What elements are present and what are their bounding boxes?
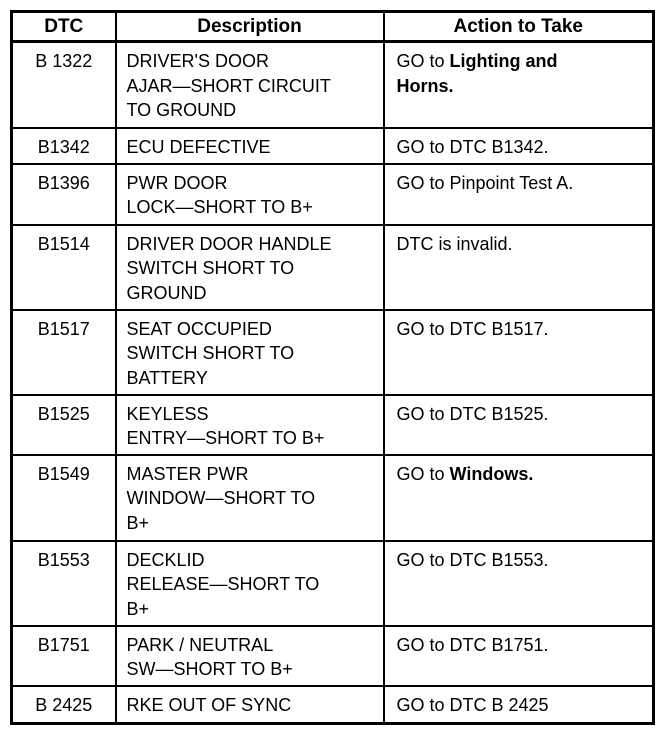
description-line: DRIVER DOOR HANDLE xyxy=(126,233,332,254)
description-line: MASTER PWR xyxy=(126,463,249,484)
description-line: RELEASE—SHORT TO xyxy=(126,574,320,594)
description-line: RKE OUT OF SYNC xyxy=(126,694,292,715)
dtc-action: GO to DTC B1751. xyxy=(384,626,654,686)
table-row xyxy=(12,395,654,455)
dtc-description xyxy=(116,128,384,164)
action-prefix: GO to xyxy=(396,51,450,71)
description-line: B+ xyxy=(126,512,150,533)
dtc-description xyxy=(116,395,384,455)
dtc-code: B1396 xyxy=(12,164,116,225)
header-row xyxy=(12,12,654,42)
dtc-code: B 2425 xyxy=(12,686,116,724)
dtc-action: DTC is invalid. xyxy=(384,225,654,310)
action-link-lighting-and-horns: Lighting and xyxy=(449,51,558,71)
header-dtc: DTC xyxy=(12,12,116,42)
table-row xyxy=(12,626,654,686)
description-line: GROUND xyxy=(126,282,207,303)
description-line: LOCK—SHORT TO B+ xyxy=(126,197,313,217)
dtc-action: GO to Pinpoint Test A. xyxy=(384,164,654,225)
table-row xyxy=(12,686,654,724)
description-line: B+ xyxy=(126,598,150,619)
description-line: ECU DEFECTIVE xyxy=(126,137,271,157)
table-row xyxy=(12,128,654,164)
dtc-code: B1549 xyxy=(12,455,116,541)
dtc-code: B1525 xyxy=(12,395,116,455)
description-line: DECKLID xyxy=(126,549,205,570)
dtc-description xyxy=(116,225,384,310)
description-line: SW—SHORT TO B+ xyxy=(126,659,293,679)
table-row xyxy=(12,541,654,626)
dtc-table xyxy=(10,10,655,725)
dtc-action: GO to DTC B1525. xyxy=(384,395,654,455)
description-line: AJAR—SHORT CIRCUIT xyxy=(126,75,331,96)
dtc-code: B1514 xyxy=(12,225,116,310)
dtc-action xyxy=(384,42,654,129)
description-line: PWR DOOR xyxy=(126,172,228,193)
description-line: ENTRY—SHORT TO B+ xyxy=(126,428,325,448)
action-prefix: GO to xyxy=(396,463,450,484)
dtc-description xyxy=(116,686,384,724)
dtc-description xyxy=(116,626,384,686)
dtc-description xyxy=(116,164,384,225)
table-row xyxy=(12,310,654,395)
dtc-code: B1342 xyxy=(12,128,116,164)
dtc-description xyxy=(116,455,384,541)
header-action: Action to Take xyxy=(384,12,654,42)
description-line: SWITCH SHORT TO xyxy=(126,258,295,278)
dtc-action: GO to DTC B1517. xyxy=(384,310,654,395)
dtc-action: GO to DTC B1342. xyxy=(384,128,654,164)
dtc-code: B1517 xyxy=(12,310,116,395)
description-line: SWITCH SHORT TO xyxy=(126,343,295,363)
description-line: BATTERY xyxy=(126,367,208,388)
dtc-description xyxy=(116,42,384,129)
description-line: KEYLESS xyxy=(126,403,209,424)
table-row xyxy=(12,164,654,225)
table-row xyxy=(12,225,654,310)
dtc-code: B 1322 xyxy=(12,42,116,129)
dtc-code: B1553 xyxy=(12,541,116,626)
action-link-windows: Windows. xyxy=(449,463,534,484)
action-link-lighting-and-horns-cont: Horns. xyxy=(396,75,454,96)
table-row xyxy=(12,42,654,129)
description-line: TO GROUND xyxy=(126,100,237,120)
dtc-action xyxy=(384,455,654,541)
dtc-action: GO to DTC B 2425 xyxy=(384,686,654,724)
dtc-code: B1751 xyxy=(12,626,116,686)
description-line: DRIVER'S DOOR xyxy=(126,51,269,71)
description-line: SEAT OCCUPIED xyxy=(126,318,272,339)
dtc-description xyxy=(116,310,384,395)
description-line: PARK / NEUTRAL xyxy=(126,634,274,655)
header-description: Description xyxy=(116,12,384,42)
dtc-description xyxy=(116,541,384,626)
dtc-action: GO to DTC B1553. xyxy=(384,541,654,626)
table-row xyxy=(12,455,654,541)
description-line: WINDOW—SHORT TO xyxy=(126,488,316,508)
